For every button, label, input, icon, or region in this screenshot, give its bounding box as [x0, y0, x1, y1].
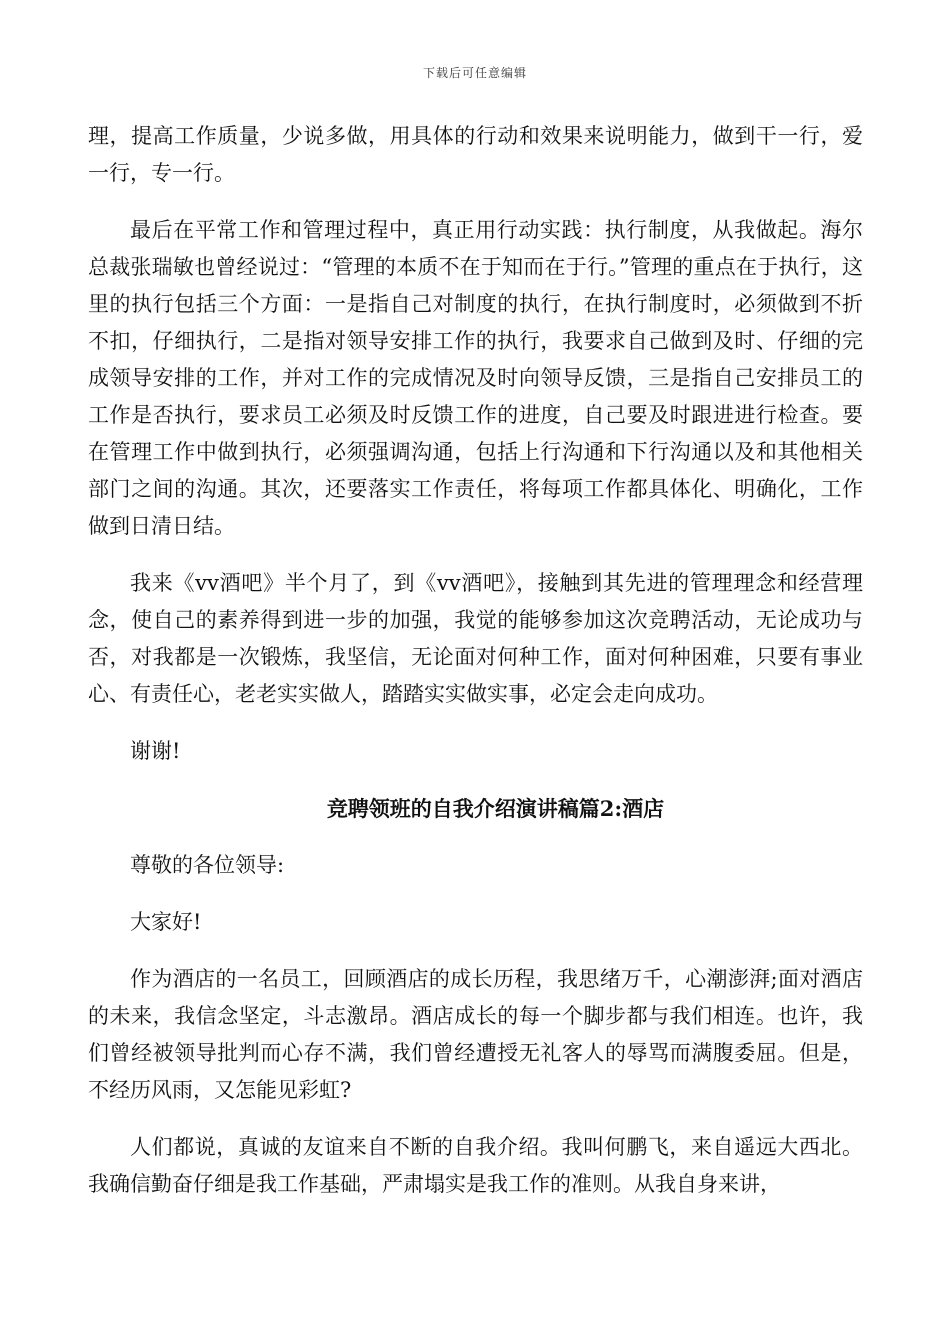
- header-note: 下载后可任意编辑: [422, 66, 527, 80]
- paragraph-execution: 最后在平常工作和管理过程中，真正用行动实践：执行制度，从我做起。海尔总裁张瑞敏也曾经说过：“管理的本质不在于知而在于行。”管理的重点在于执行，这里的执行包括三个方面：一是指自己对制度的执行，在执行制度时，必须做到不折不扣，仔细执行，二是指对领导安排工作的执行，我要求自己做到及时、仔细的完成领导安排的工作，并对工作的完成情况及时向领导反馈，三是指自己安排员工的工作是否执行，要求员工必须及时反馈工作的进度，自己要及时跟进进行检查。要在管理工作中做到执行，必须强调沟通，包括上行沟通和下行沟通以及和其他相关部门之间的沟通。其次，还要落实工作责任，将每项工作都具体化、明确化，工作做到日清日结。: [88, 218, 863, 538]
- paragraph-vv-bar: 我来《vv酒吧》半个月了，到《vv酒吧》，接触到其先进的管理理念和经营理念，使自己的素养得到进一步的加强，我觉的能够参加这次竞聘活动，无论成功与否，对我都是一次锻炼，我坚信，无论面对何种工作，面对何种困难，只要有事业心、有责任心，老老实实做人，踏踏实实做实事，必定会走向成功。: [88, 571, 863, 706]
- paragraph-hotel-growth: 作为酒店的一名员工，回顾酒店的成长历程，我思绪万千，心潮澎湃;面对酒店的未来，我信念坚定，斗志激昂。酒店成长的每一个脚步都与我们相连。也许，我们曾经被领导批判而心存不满，我们曾经遭授无礼客人的辱骂而满腹委屈。但是，不经历风雨，又怎能见彩虹?: [88, 967, 863, 1102]
- paragraph-greeting: 大家好!: [130, 910, 202, 934]
- paragraph-salutation: 尊敬的各位领导:: [130, 853, 285, 877]
- paragraph-continuation: 理，提高工作质量，少说多做，用具体的行动和效果来说明能力，做到干一行，爱一行，专一行。: [88, 124, 863, 185]
- paragraph-thanks: 谢谢!: [130, 739, 181, 763]
- section-title: 竞聘领班的自我介绍演讲稿篇2:酒店: [326, 796, 665, 821]
- document-body: [88, 118, 863, 1223]
- paragraph-self-intro: 人们都说，真诚的友谊来自不断的自我介绍。我叫何鹏飞，来自遥远大西北。我确信勤奋仔细是我工作基础，严肃塌实是我工作的准则。从我自身来讲，: [88, 1135, 863, 1196]
